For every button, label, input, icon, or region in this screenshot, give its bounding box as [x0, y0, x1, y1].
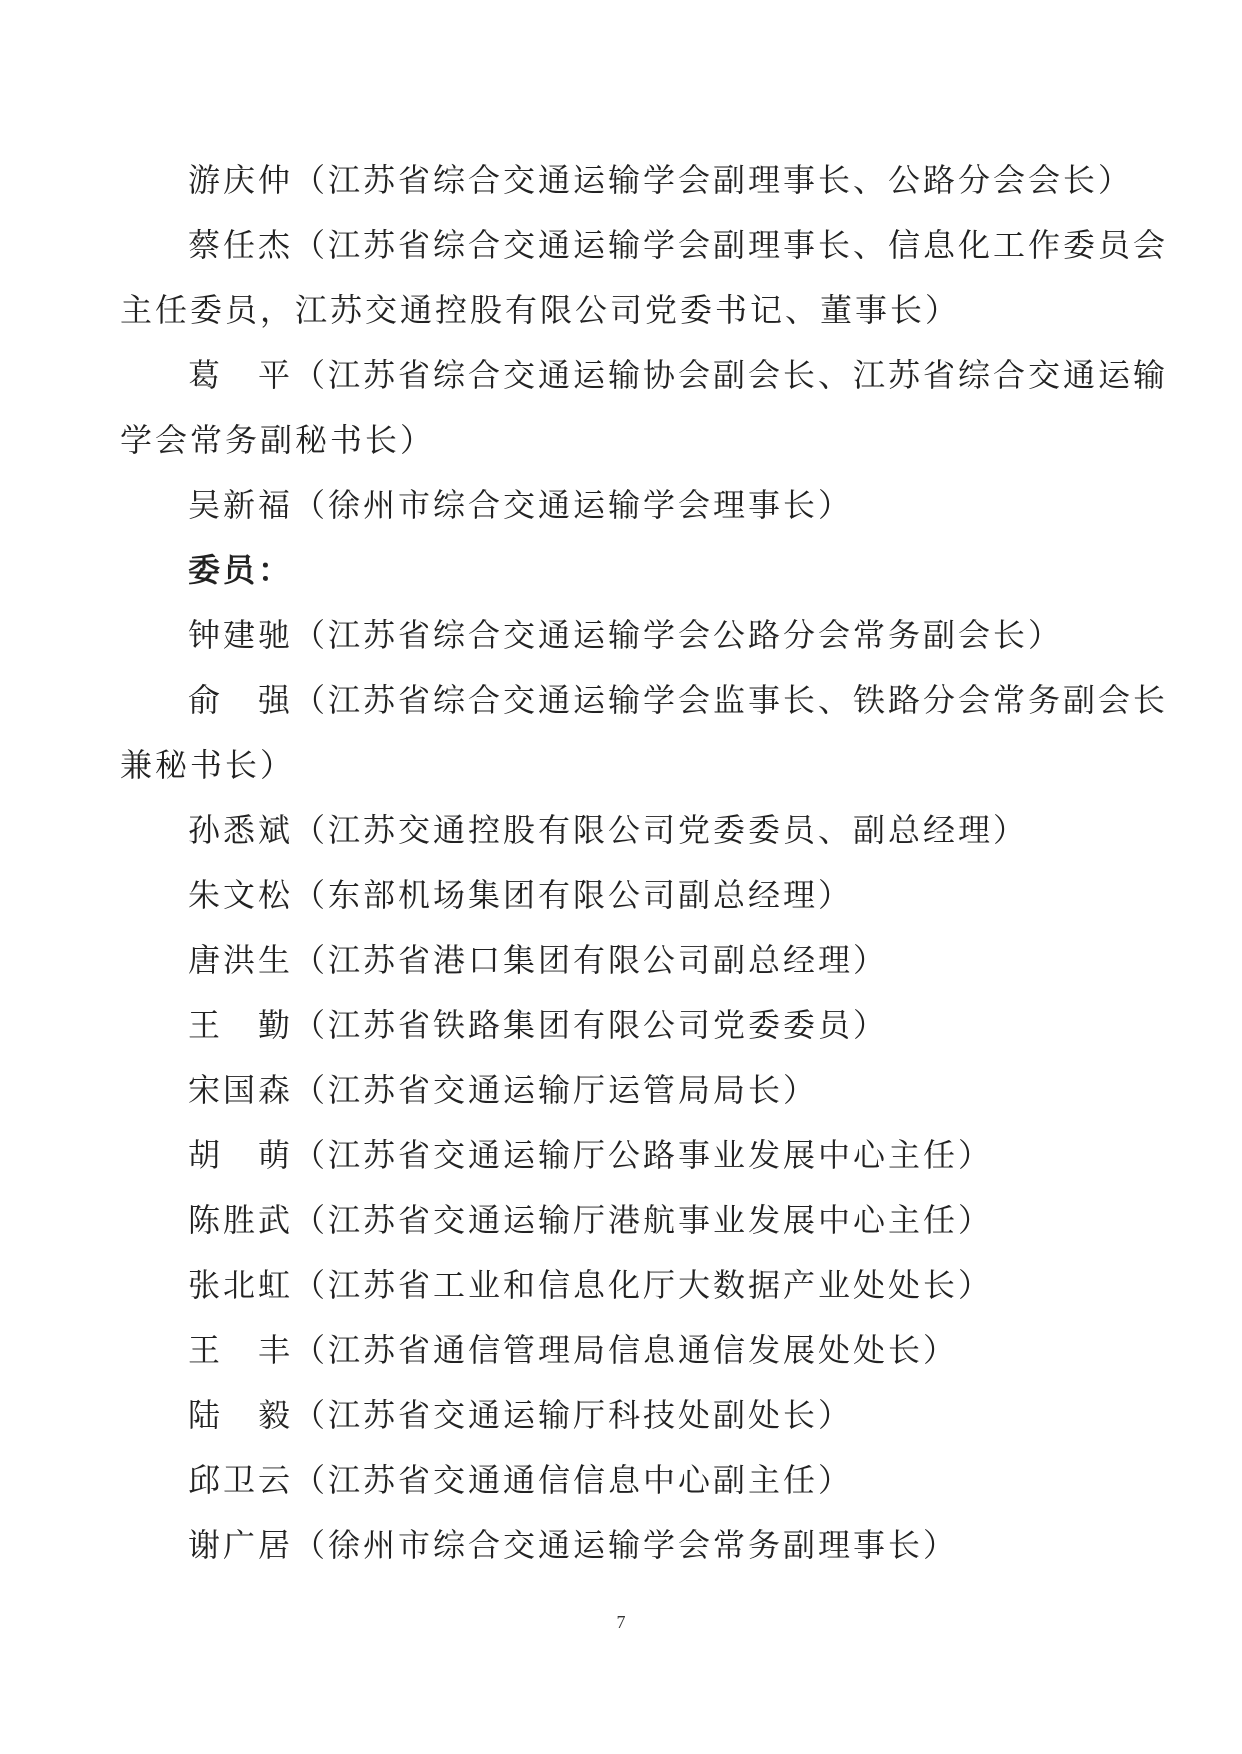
member-entry: 胡 萌（江苏省交通运输厅公路事业发展中心主任） — [188, 1136, 994, 1174]
member-entry: 游庆仲（江苏省综合交通运输学会副理事长、公路分会会长） — [188, 161, 1134, 199]
member-entry-continuation: 兼秘书长） — [120, 746, 296, 784]
member-entry-continuation: 主任委员，江苏交通控股有限公司党委书记、董事长） — [120, 291, 961, 329]
member-entry: 朱文松（东部机场集团有限公司副总经理） — [188, 876, 854, 914]
member-entry: 宋国森（江苏省交通运输厅运管局局长） — [188, 1071, 819, 1109]
member-entry: 蔡任杰（江苏省综合交通运输学会副理事长、信息化工作委员会 — [188, 226, 1169, 264]
member-entry: 陈胜武（江苏省交通运输厅港航事业发展中心主任） — [188, 1201, 994, 1239]
member-entry: 谢广居（徐州市综合交通运输学会常务副理事长） — [188, 1526, 959, 1564]
member-entry: 俞 强（江苏省综合交通运输学会监事长、铁路分会常务副会长 — [188, 681, 1169, 719]
member-entry: 邱卫云（江苏省交通通信信息中心副主任） — [188, 1461, 854, 1499]
member-entry: 陆 毅（江苏省交通运输厅科技处副处长） — [188, 1396, 854, 1434]
member-entry: 孙悉斌（江苏交通控股有限公司党委委员、副总经理） — [188, 811, 1029, 849]
member-entry: 吴新福（徐州市综合交通运输学会理事长） — [188, 486, 854, 524]
member-entry-continuation: 学会常务副秘书长） — [120, 421, 436, 459]
member-entry: 唐洪生（江苏省港口集团有限公司副总经理） — [188, 941, 889, 979]
page-number: 7 — [616, 1612, 626, 1632]
section-heading-members: 委员： — [188, 551, 294, 589]
member-entry: 张北虹（江苏省工业和信息化厅大数据产业处处长） — [188, 1266, 994, 1304]
member-list — [120, 148, 1169, 1578]
member-entry: 葛 平（江苏省综合交通运输协会副会长、江苏省综合交通运输 — [188, 356, 1169, 394]
member-entry: 王 丰（江苏省通信管理局信息通信发展处处长） — [188, 1331, 959, 1369]
member-entry: 钟建驰（江苏省综合交通运输学会公路分会常务副会长） — [188, 616, 1064, 654]
member-entry: 王 勤（江苏省铁路集团有限公司党委委员） — [188, 1006, 889, 1044]
